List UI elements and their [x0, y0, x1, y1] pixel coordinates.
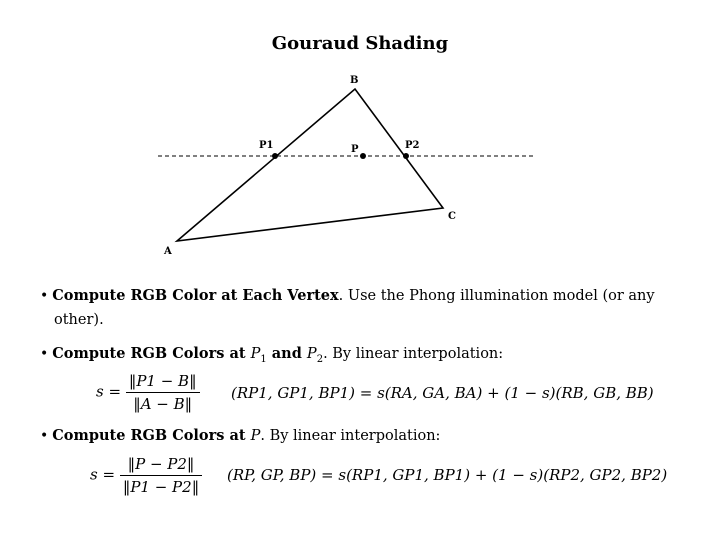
bullet-text: . By linear interpolation: — [260, 428, 441, 444]
bullet-vertex-color — [40, 284, 655, 332]
bullet-heading: Compute RGB Color at Each Vertex — [52, 287, 339, 304]
bullet-heading: Compute RGB Colors at — [52, 427, 251, 444]
fraction: $\frac{‖P1 - B‖}{‖A - B‖}$ — [126, 372, 200, 413]
label-p1: P1 — [259, 140, 274, 151]
page-title: Gouraud Shading — [271, 33, 449, 54]
math-sub: 1 — [260, 353, 267, 365]
bullet-p1-p2-colors — [40, 342, 503, 372]
equation-s-p1: s = $\frac{‖P1 - B‖}{‖A - B‖}$ — [96, 372, 200, 413]
math-p: P — [306, 346, 317, 362]
fraction: $\frac{‖P - P2‖}{‖P1 - P2‖}$ — [120, 455, 202, 496]
triangle — [177, 89, 443, 241]
point-p2 — [403, 153, 409, 159]
point-p — [360, 153, 366, 159]
bullet-heading: Compute RGB Colors at — [52, 345, 251, 362]
bullet-heading-and: and — [266, 345, 307, 362]
equation-rgb-p: (RP, GP, BP) = s(RP1, GP1, BP1) + (1 − s)(RP2, GP2, BP2) — [227, 466, 668, 484]
point-p1 — [272, 153, 278, 159]
label-c: C — [448, 211, 456, 222]
math-sub: 2 — [316, 353, 324, 365]
bullet-text-cont: other). — [54, 312, 104, 328]
label-p: P — [351, 144, 359, 155]
bullet-dot: • — [40, 288, 49, 304]
label-p2: P2 — [405, 140, 420, 151]
equation-s-p: s = $\frac{‖P - P2‖}{‖P1 - P2‖}$ — [90, 455, 202, 496]
bullet-text: . By linear interpolation: — [323, 346, 504, 362]
equation-rgb-p1: (RP1, GP1, BP1) = s(RA, GA, BA) + (1 − s)(RB, GB, BB) — [231, 384, 654, 402]
label-b: B — [350, 75, 359, 86]
math-p: P — [250, 346, 261, 362]
bullet-text: . Use the Phong illumination model (or any — [338, 288, 655, 304]
label-a: A — [164, 246, 172, 257]
bullet-dot: • — [40, 428, 49, 444]
bullet-p-colors — [40, 424, 440, 448]
bullet-dot: • — [40, 346, 49, 362]
math-p: P — [250, 428, 261, 444]
